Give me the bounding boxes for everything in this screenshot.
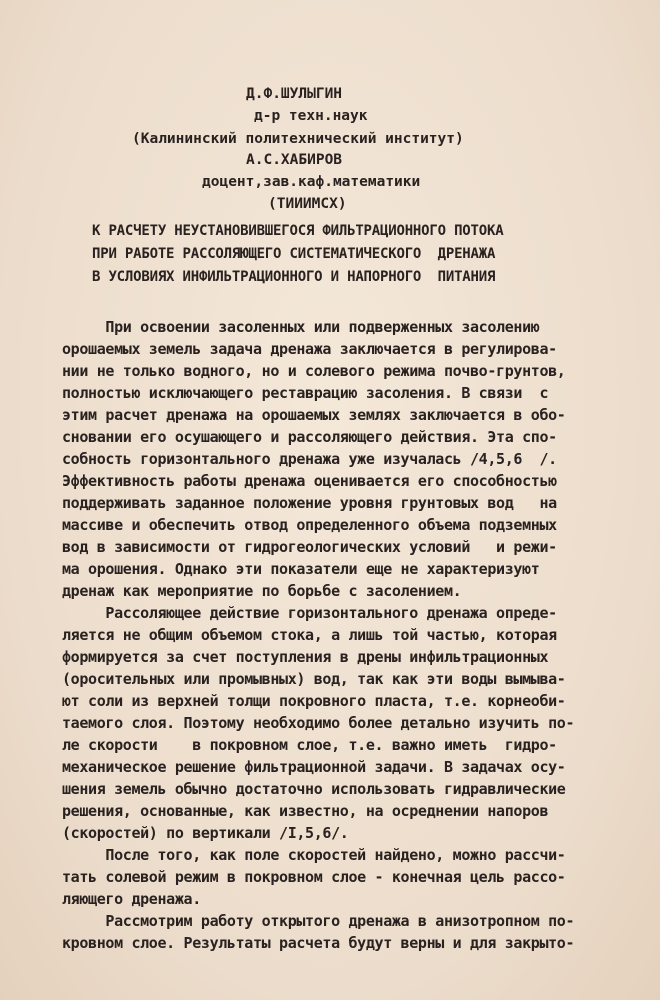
body-line: сновании его осушающего и рассоляющего действия. Эта спо- [62, 428, 557, 446]
body-line: (оросительных или промывных) вод, так как эти воды вымыва- [62, 670, 566, 688]
body-line: ют соли из верхней толщи покровного пласта, т.е. корнеоби- [62, 692, 566, 710]
body-line: собность горизонтального дренажа уже изучалась /4,5,6 /. [62, 450, 557, 468]
body-line: массиве и обеспечить отвод определенного объема подземных [62, 516, 557, 534]
author1-affiliation: (Калининский политехнический институт) [132, 131, 464, 147]
body-text [62, 316, 622, 954]
body-line: формируется за счет поступления в дрены инфильтрационных [62, 648, 549, 666]
body-line: решения, основанные, как известно, на осреднении напоров [62, 802, 549, 820]
body-line: (скоростей) по вертикали /I,5,6/. [62, 824, 349, 842]
body-line: кровном слое. Результаты расчета будут верны и для закрыто- [62, 934, 575, 952]
body-line: нии не только водного, но и солевого режима почво-грунтов, [62, 362, 566, 380]
body-line: Рассоляющее действие горизонтального дренажа опреде- [62, 604, 557, 622]
body-line: При освоении засоленных или подверженных засолению [62, 318, 540, 336]
body-line: поддерживать заданное положение уровня грунтовых вод на [62, 494, 557, 512]
body-line: ляется не общим объемом стока, а лишь той частью, которая [62, 626, 557, 644]
body-line: ляющего дренажа. [62, 890, 201, 908]
body-line: Эффективность работы дренажа оценивается его способностью [62, 472, 557, 490]
body-line: орошаемых земель задача дренажа заключается в регулирова- [62, 340, 557, 358]
title-line: ПРИ РАБОТЕ РАССОЛЯЮЩЕГО СИСТЕМАТИЧЕСКОГО ДРЕНАЖА [92, 246, 496, 262]
body-line: вод в зависимости от гидрогеологических условий и режи- [62, 538, 557, 556]
body-line: Рассмотрим работу открытого дренажа в анизотропном по- [62, 912, 575, 930]
author1-name: Д.Ф.ШУЛЫГИН [246, 86, 343, 102]
body-line: тать солевой режим в покровном слое - конечная цель рассо- [62, 868, 566, 886]
author2-name: А.С.ХАБИРОВ [246, 152, 343, 168]
body-line: ма орошения. Однако эти показатели еще не характеризуют [62, 560, 540, 578]
article-title [92, 220, 503, 289]
body-line: этим расчет дренажа на орошаемых землях заключается в обо- [62, 406, 566, 424]
body-line: шения земель обычно достаточно использовать гидравлические [62, 780, 566, 798]
title-line: В УСЛОВИЯХ ИНФИЛЬТРАЦИОННОГО И НАПОРНОГО ПИТАНИЯ [92, 269, 496, 285]
body-line: таемого слоя. Поэтому необходимо более детально изучить по- [62, 714, 575, 732]
title-line: К РАСЧЕТУ НЕУСТАНОВИВШЕГОСЯ ФИЛЬТРАЦИОННОГО ПОТОКА [92, 223, 504, 239]
author1-degree: д-р техн.наук [254, 108, 368, 124]
body-line: ле скорости в покровном слое, т.е. важно иметь гидро- [62, 736, 557, 754]
body-line: После того, как поле скоростей найдено, можно рассчи- [62, 846, 566, 864]
body-line: механическое решение фильтрационной задачи. В задачах осу- [62, 758, 566, 776]
body-line: полностью исключающего реставрацию засоления. В связи с [62, 384, 549, 402]
body-line: дренаж как мероприятие по борьбе с засолением. [62, 582, 462, 600]
author2-affiliation: (ТИИИМСХ) [268, 196, 347, 212]
author2-position: доцент,зав.каф.математики [202, 174, 421, 190]
